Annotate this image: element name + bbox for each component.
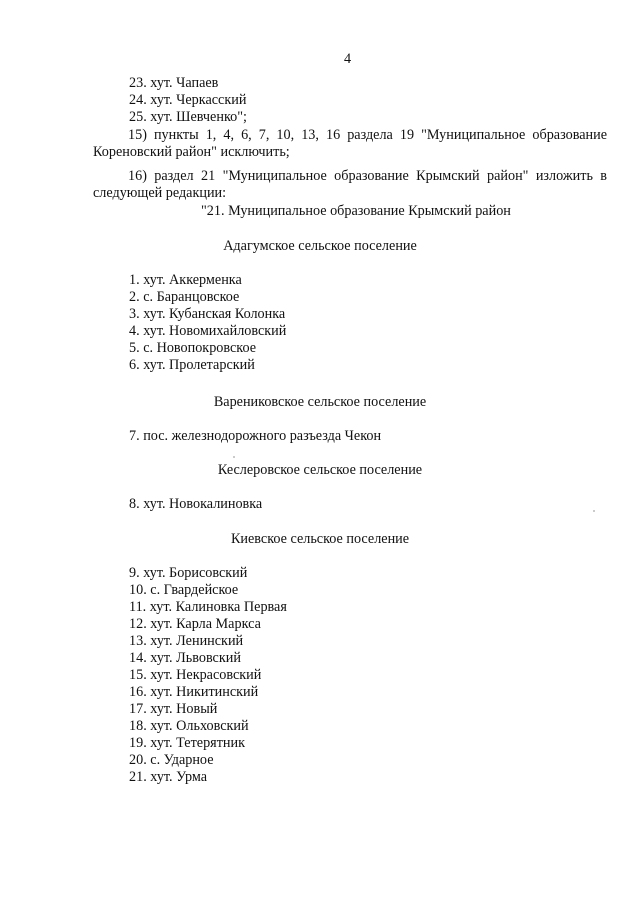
settlement-heading: Киевское сельское поселение: [230, 531, 410, 547]
list-item: 24. хут. Черкасский: [129, 92, 247, 108]
settlement-heading: Кеслеровское сельское поселение: [217, 462, 423, 478]
list-item: 1. хут. Аккерменка: [129, 272, 242, 288]
list-item: 25. хут. Шевченко";: [129, 109, 247, 125]
list-item: 11. хут. Калиновка Первая: [129, 599, 287, 615]
list-item: 10. с. Гвардейское: [129, 582, 239, 598]
list-item: 3. хут. Кубанская Колонка: [129, 306, 286, 322]
scan-speck: [233, 456, 235, 458]
list-item: 18. хут. Ольховский: [129, 718, 249, 734]
paragraph-16-line-2: следующей редакции:: [93, 185, 227, 201]
list-item: 19. хут. Тетерятник: [129, 735, 245, 751]
list-item: 23. хут. Чапаев: [129, 75, 219, 91]
list-item: 5. с. Новопокровское: [129, 340, 257, 356]
scan-speck: [593, 510, 595, 512]
list-item: 21. хут. Урма: [129, 769, 208, 785]
list-item: 15. хут. Некрасовский: [129, 667, 262, 683]
section-title: "21. Муниципальное образование Крымский район: [201, 203, 511, 219]
list-item: 7. пос. железнодорожного разъезда Чекон: [129, 428, 382, 444]
list-item: 12. хут. Карла Маркса: [129, 616, 261, 632]
list-item: 13. хут. Ленинский: [129, 633, 244, 649]
paragraph-16-line-1: 16) раздел 21 "Муниципальное образование Крымский район" изложить в: [128, 168, 607, 184]
settlement-heading: Адагумское сельское поселение: [223, 238, 417, 254]
list-item: 14. хут. Львовский: [129, 650, 241, 666]
settlement-heading: Варениковское сельское поселение: [213, 394, 427, 410]
list-item: 20. с. Ударное: [129, 752, 214, 768]
list-item: 6. хут. Пролетарский: [129, 357, 255, 373]
list-item: 17. хут. Новый: [129, 701, 218, 717]
list-item: 4. хут. Новомихайловский: [129, 323, 287, 339]
paragraph-15-line-1: 15) пункты 1, 4, 6, 7, 10, 13, 16 раздела 19 "Муниципальное образование: [128, 127, 607, 143]
list-item: 16. хут. Никитинский: [129, 684, 259, 700]
list-item: 8. хут. Новокалиновка: [129, 496, 263, 512]
paragraph-15-line-2: Кореновский район" исключить;: [93, 144, 290, 160]
list-item: 9. хут. Борисовский: [129, 565, 248, 581]
page-number: 4: [344, 51, 352, 67]
list-item: 2. с. Баранцовское: [129, 289, 240, 305]
